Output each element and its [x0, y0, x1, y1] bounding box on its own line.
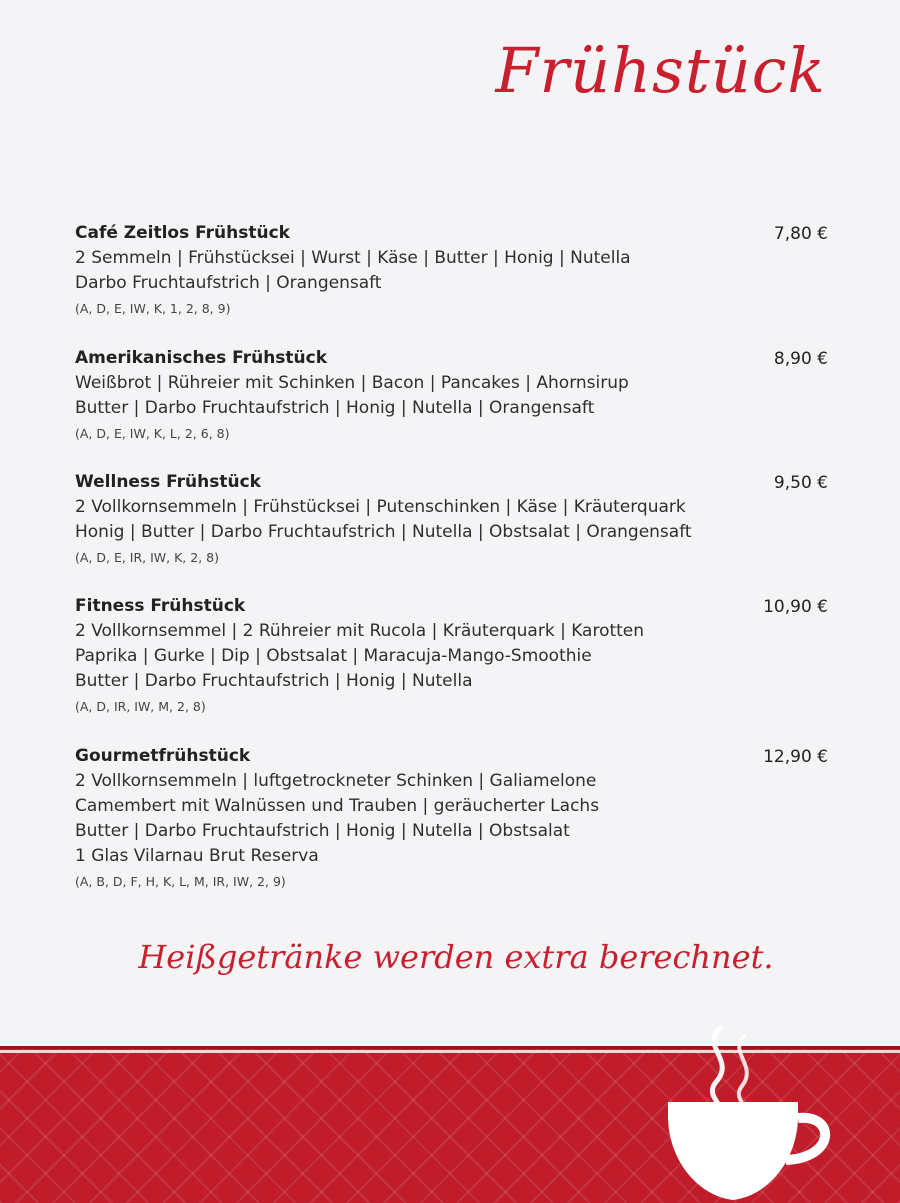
menu-item-fitness [75, 593, 828, 720]
hot-drinks-note: Heißgetränke werden extra berechnet. [138, 938, 774, 976]
item-description-line: Butter | Darbo Fruchtaufstrich | Honig | Nutella | Orangensaft [75, 398, 595, 418]
item-description-line: 2 Vollkornsemmel | 2 Rühreier mit Rucola | Kräuterquark | Karotten [75, 621, 645, 641]
item-name: Amerikanisches Frühstück [75, 348, 328, 368]
item-allergens: (A, D, IR, IW, M, 2, 8) [75, 699, 206, 714]
coffee-cup-icon [658, 1010, 838, 1200]
item-description-line: Weißbrot | Rühreier mit Schinken | Bacon | Pancakes | Ahornsirup [75, 373, 629, 393]
item-price: 7,80 € [773, 224, 828, 244]
item-allergens: (A, D, E, IR, IW, K, 2, 8) [75, 550, 219, 565]
item-name: Fitness Frühstück [75, 596, 246, 616]
item-description-line: 2 Semmeln | Frühstücksei | Wurst | Käse | Butter | Honig | Nutella [75, 248, 631, 268]
item-price: 10,90 € [763, 597, 828, 617]
menu-item-cafe-zeitlos [75, 220, 828, 322]
page-title: Frühstück [495, 34, 826, 107]
item-description-line: Butter | Darbo Fruchtaufstrich | Honig | Nutella | Obstsalat [75, 821, 570, 841]
item-price: 9,50 € [773, 473, 828, 493]
item-price: 12,90 € [763, 747, 828, 767]
item-description-line: Paprika | Gurke | Dip | Obstsalat | Maracuja-Mango-Smoothie [75, 646, 592, 666]
item-description-line: Honig | Butter | Darbo Fruchtaufstrich | Nutella | Obstsalat | Orangensaft [75, 522, 692, 542]
menu-item-amerikanisch [75, 345, 828, 447]
item-description-line: 2 Vollkornsemmeln | luftgetrockneter Schinken | Galiamelone [75, 771, 597, 791]
item-allergens: (A, D, E, IW, K, 1, 2, 8, 9) [75, 301, 231, 316]
item-description-line: 2 Vollkornsemmeln | Frühstücksei | Putenschinken | Käse | Kräuterquark [75, 497, 686, 517]
item-price: 8,90 € [773, 349, 828, 369]
item-description-line: Camembert mit Walnüssen und Trauben | geräucherter Lachs [75, 796, 600, 816]
item-description-line: Butter | Darbo Fruchtaufstrich | Honig | Nutella [75, 671, 473, 691]
item-name: Wellness Frühstück [75, 472, 261, 492]
item-description-line: 1 Glas Vilarnau Brut Reserva [75, 846, 319, 866]
menu-item-wellness [75, 469, 828, 571]
item-name: Gourmetfrühstück [75, 746, 251, 766]
item-allergens: (A, D, E, IW, K, L, 2, 6, 8) [75, 426, 230, 441]
item-description-line: Darbo Fruchtaufstrich | Orangensaft [75, 273, 382, 293]
item-name: Café Zeitlos Frühstück [75, 223, 290, 243]
menu-item-gourmet [75, 743, 828, 895]
item-allergens: (A, B, D, F, H, K, L, M, IR, IW, 2, 9) [75, 874, 286, 889]
